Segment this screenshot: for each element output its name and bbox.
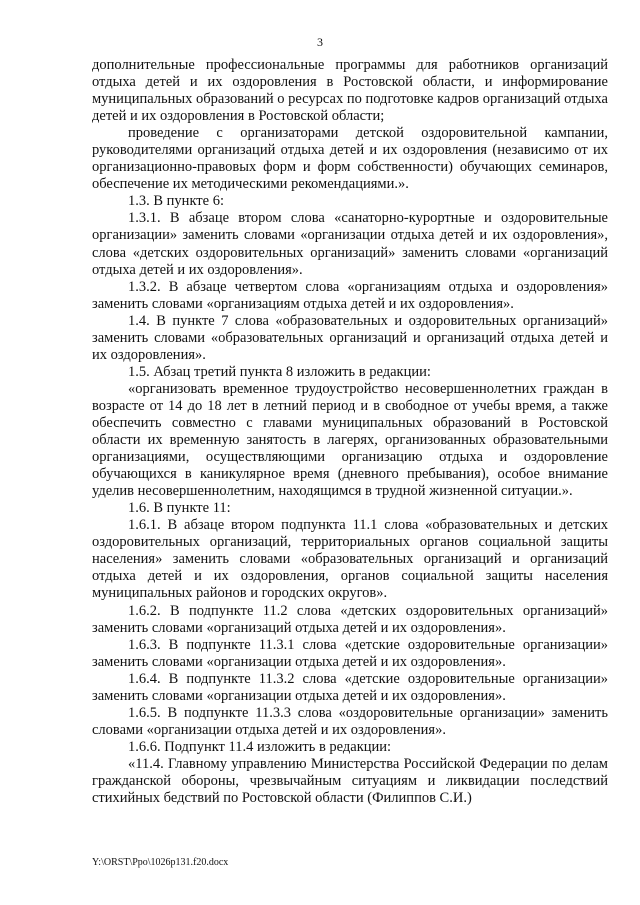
paragraph-1-6: 1.6. В пункте 11: [128, 500, 231, 517]
paragraph-1-6-6: 1.6.6. Подпункт 11.4 изложить в редакции: [128, 738, 392, 755]
paragraph-1-5-quote: «организовать временное трудоустройство несовершеннолетних граждан в возрасте от 14 до 18 лет в летний период и в свободное от учебы время, а также обеспечить совместно с главами муниципальных образований в Ростовской области их временную занятость в лагерях, организованных образовательными организациями, осуществляющими организацию отдыха и оздоровление обучающихся в каникулярное время (дневного пребывания), особое внимание уделив несовершеннолетним, находящимся в трудной жизненной ситуации.». [92, 380, 608, 500]
paragraph-11-4-quote: «11.4. Главному управлению Министерства Российской Федерации по делам гражданской обороны, чрезвычайным ситуациям и ликвидации последствий стихийных бедствий по Ростовской области (Филиппов С.И.) [92, 755, 608, 807]
paragraph-seminars: проведение с организаторами детской оздоровительной кампании, руководителями организаций отдыха детей и их оздоровления (независимо от их организационно-правовых форм и форм собственности) обучающих семинаров, обеспечение их методическими рекомендациями.». [92, 125, 608, 193]
paragraph-1-6-5: 1.6.5. В подпункте 11.3.3 слова «оздоровительные организации» заменить словами «организации отдыха детей и их оздоровления». [92, 704, 608, 738]
paragraph-continuation: дополнительные профессиональные программы для работников организаций отдыха детей и их оздоровления в Ростовской области, и информирование муниципальных образований о ресурсах по подготовке кадров организаций отдыха детей и их оздоровления в Ростовской области; [92, 57, 608, 125]
paragraph-1-5: 1.5. Абзац третий пункта 8 изложить в редакции: [128, 363, 431, 380]
paragraph-1-6-4: 1.6.4. В подпункте 11.3.2 слова «детские оздоровительные организации» заменить словами «организации отдыха детей и их оздоровления». [92, 670, 608, 704]
paragraph-1-3-1: 1.3.1. В абзаце втором слова «санаторно-курортные и оздоровительные организации» заменить словами «организации отдыха детей и их оздоровления», слова «детских оздоровительных организаций» заменить словами «организаций отдыха детей и их оздоровления». [92, 210, 608, 278]
paragraph-1-6-2: 1.6.2. В подпункте 11.2 слова «детских оздоровительных организаций» заменить словами «организаций отдыха детей и их оздоровления». [92, 602, 608, 636]
paragraph-1-6-3: 1.6.3. В подпункте 11.3.1 слова «детские оздоровительные организации» заменить словами «организации отдыха детей и их оздоровления». [92, 636, 608, 670]
page-number: 3 [317, 35, 323, 49]
paragraph-1-6-1: 1.6.1. В абзаце втором подпункта 11.1 слова «образовательных и детских оздоровительных организаций, территориальных органов социальной защиты населения» заменить словами «образовательных организаций и организаций отдыха детей и их оздоровления, органов социальной защиты населения муниципальных районов и городских округов». [92, 517, 608, 602]
document-body [92, 57, 608, 807]
paragraph-1-3-2: 1.3.2. В абзаце четвертом слова «организациям отдыха и оздоровления» заменить словами «организациям отдыха детей и их оздоровления». [92, 278, 608, 312]
paragraph-1-4: 1.4. В пункте 7 слова «образовательных и оздоровительных организаций» заменить словами «образовательных организаций и организаций отдыха детей и их оздоровления». [92, 312, 608, 363]
footer-file-path: Y:\ORST\Ppo\1026p131.f20.docx [92, 857, 229, 868]
paragraph-1-3: 1.3. В пункте 6: [128, 193, 224, 210]
